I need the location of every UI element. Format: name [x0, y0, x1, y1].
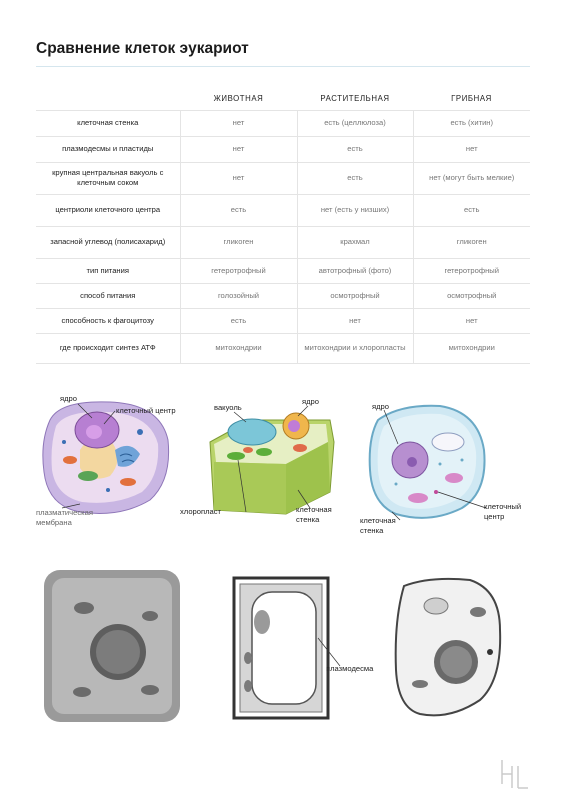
fungal-micrograph [396, 579, 501, 716]
cell-illustrations [0, 380, 565, 760]
row-label: способ питания [36, 283, 180, 308]
row-label: крупная центральная вакуоль с клеточным соком [36, 162, 180, 194]
title-divider [36, 66, 530, 67]
cell-animal: нет [180, 110, 297, 136]
row-label: где происходит синтез АТФ [36, 333, 180, 363]
cell-fungal: митохондрии [413, 333, 530, 363]
row-label: тип питания [36, 258, 180, 283]
table-row [36, 162, 530, 194]
table-header-row [36, 88, 530, 110]
cell-fungal: гетеротрофный [413, 258, 530, 283]
label-plasmodesma: плазмодесма [326, 664, 374, 673]
cell-plant: нет [297, 308, 413, 333]
row-label: плазмодесмы и пластиды [36, 136, 180, 162]
cell-animal: нет [180, 136, 297, 162]
cell-fungal: нет [413, 308, 530, 333]
plant-cell-illustration [210, 413, 334, 514]
label-plant-nucleus: ядро [302, 397, 319, 406]
label-fungal-nucleus: ядро [372, 402, 389, 411]
fungal-cell-illustration [370, 406, 485, 518]
table-row [36, 258, 530, 283]
cell-plant: нет (есть у низших) [297, 194, 413, 226]
label-fungal-cell-wall: клеточная стенка [360, 516, 396, 535]
label-plant-vacuole: вакуоль [214, 403, 242, 412]
label-animal-membrane: плазматическая мембрана [36, 508, 93, 527]
animal-cell-illustration [43, 402, 169, 514]
cell-animal: гетеротрофный [180, 258, 297, 283]
cell-plant: осмотрофный [297, 283, 413, 308]
cell-plant: есть (целлюлоза) [297, 110, 413, 136]
label-animal-nucleus: ядро [60, 394, 77, 403]
cell-fungal: нет [413, 136, 530, 162]
cell-plant: крахмал [297, 226, 413, 258]
cell-fungal: есть [413, 194, 530, 226]
table-row [36, 136, 530, 162]
plant-micrograph [234, 578, 328, 718]
cell-animal: голозойный [180, 283, 297, 308]
row-label: запасной углевод (полисахарид) [36, 226, 180, 258]
cell-animal: митохондрии [180, 333, 297, 363]
comparison-table [36, 88, 530, 364]
page-title: Сравнение клеток эукариот [36, 40, 249, 57]
label-plant-chloroplast: хлоропласт [180, 507, 222, 516]
table-row [36, 333, 530, 363]
label-fungal-cell-center: клеточный центр [484, 502, 522, 521]
cell-plant: есть [297, 162, 413, 194]
table-row [36, 110, 530, 136]
table-row [36, 194, 530, 226]
table-row [36, 308, 530, 333]
header-animal: ЖИВОТНАЯ [180, 88, 297, 110]
header-empty [36, 88, 180, 110]
table-row [36, 283, 530, 308]
animal-micrograph [44, 570, 180, 722]
cell-animal: есть [180, 308, 297, 333]
cell-animal: нет [180, 162, 297, 194]
header-plant: РАСТИТЕЛЬНАЯ [297, 88, 413, 110]
cell-fungal: гликоген [413, 226, 530, 258]
cell-fungal: есть (хитин) [413, 110, 530, 136]
cell-fungal: нет (могут быть мелкие) [413, 162, 530, 194]
table-row [36, 226, 530, 258]
row-label: клеточная стенка [36, 110, 180, 136]
cell-plant: митохондрии и хлоропласты [297, 333, 413, 363]
header-fungal: ГРИБНАЯ [413, 88, 530, 110]
monogram-logo-icon [496, 756, 532, 792]
row-label: центриоли клеточного центра [36, 194, 180, 226]
row-label: способность к фагоцитозу [36, 308, 180, 333]
label-plant-cell-wall: клеточная стенка [296, 505, 332, 524]
label-animal-cell-center: клеточный центр [116, 406, 176, 415]
cell-animal: есть [180, 194, 297, 226]
cell-fungal: осмотрофный [413, 283, 530, 308]
cell-animal: гликоген [180, 226, 297, 258]
cell-plant: есть [297, 136, 413, 162]
cell-plant: автотрофный (фото) [297, 258, 413, 283]
